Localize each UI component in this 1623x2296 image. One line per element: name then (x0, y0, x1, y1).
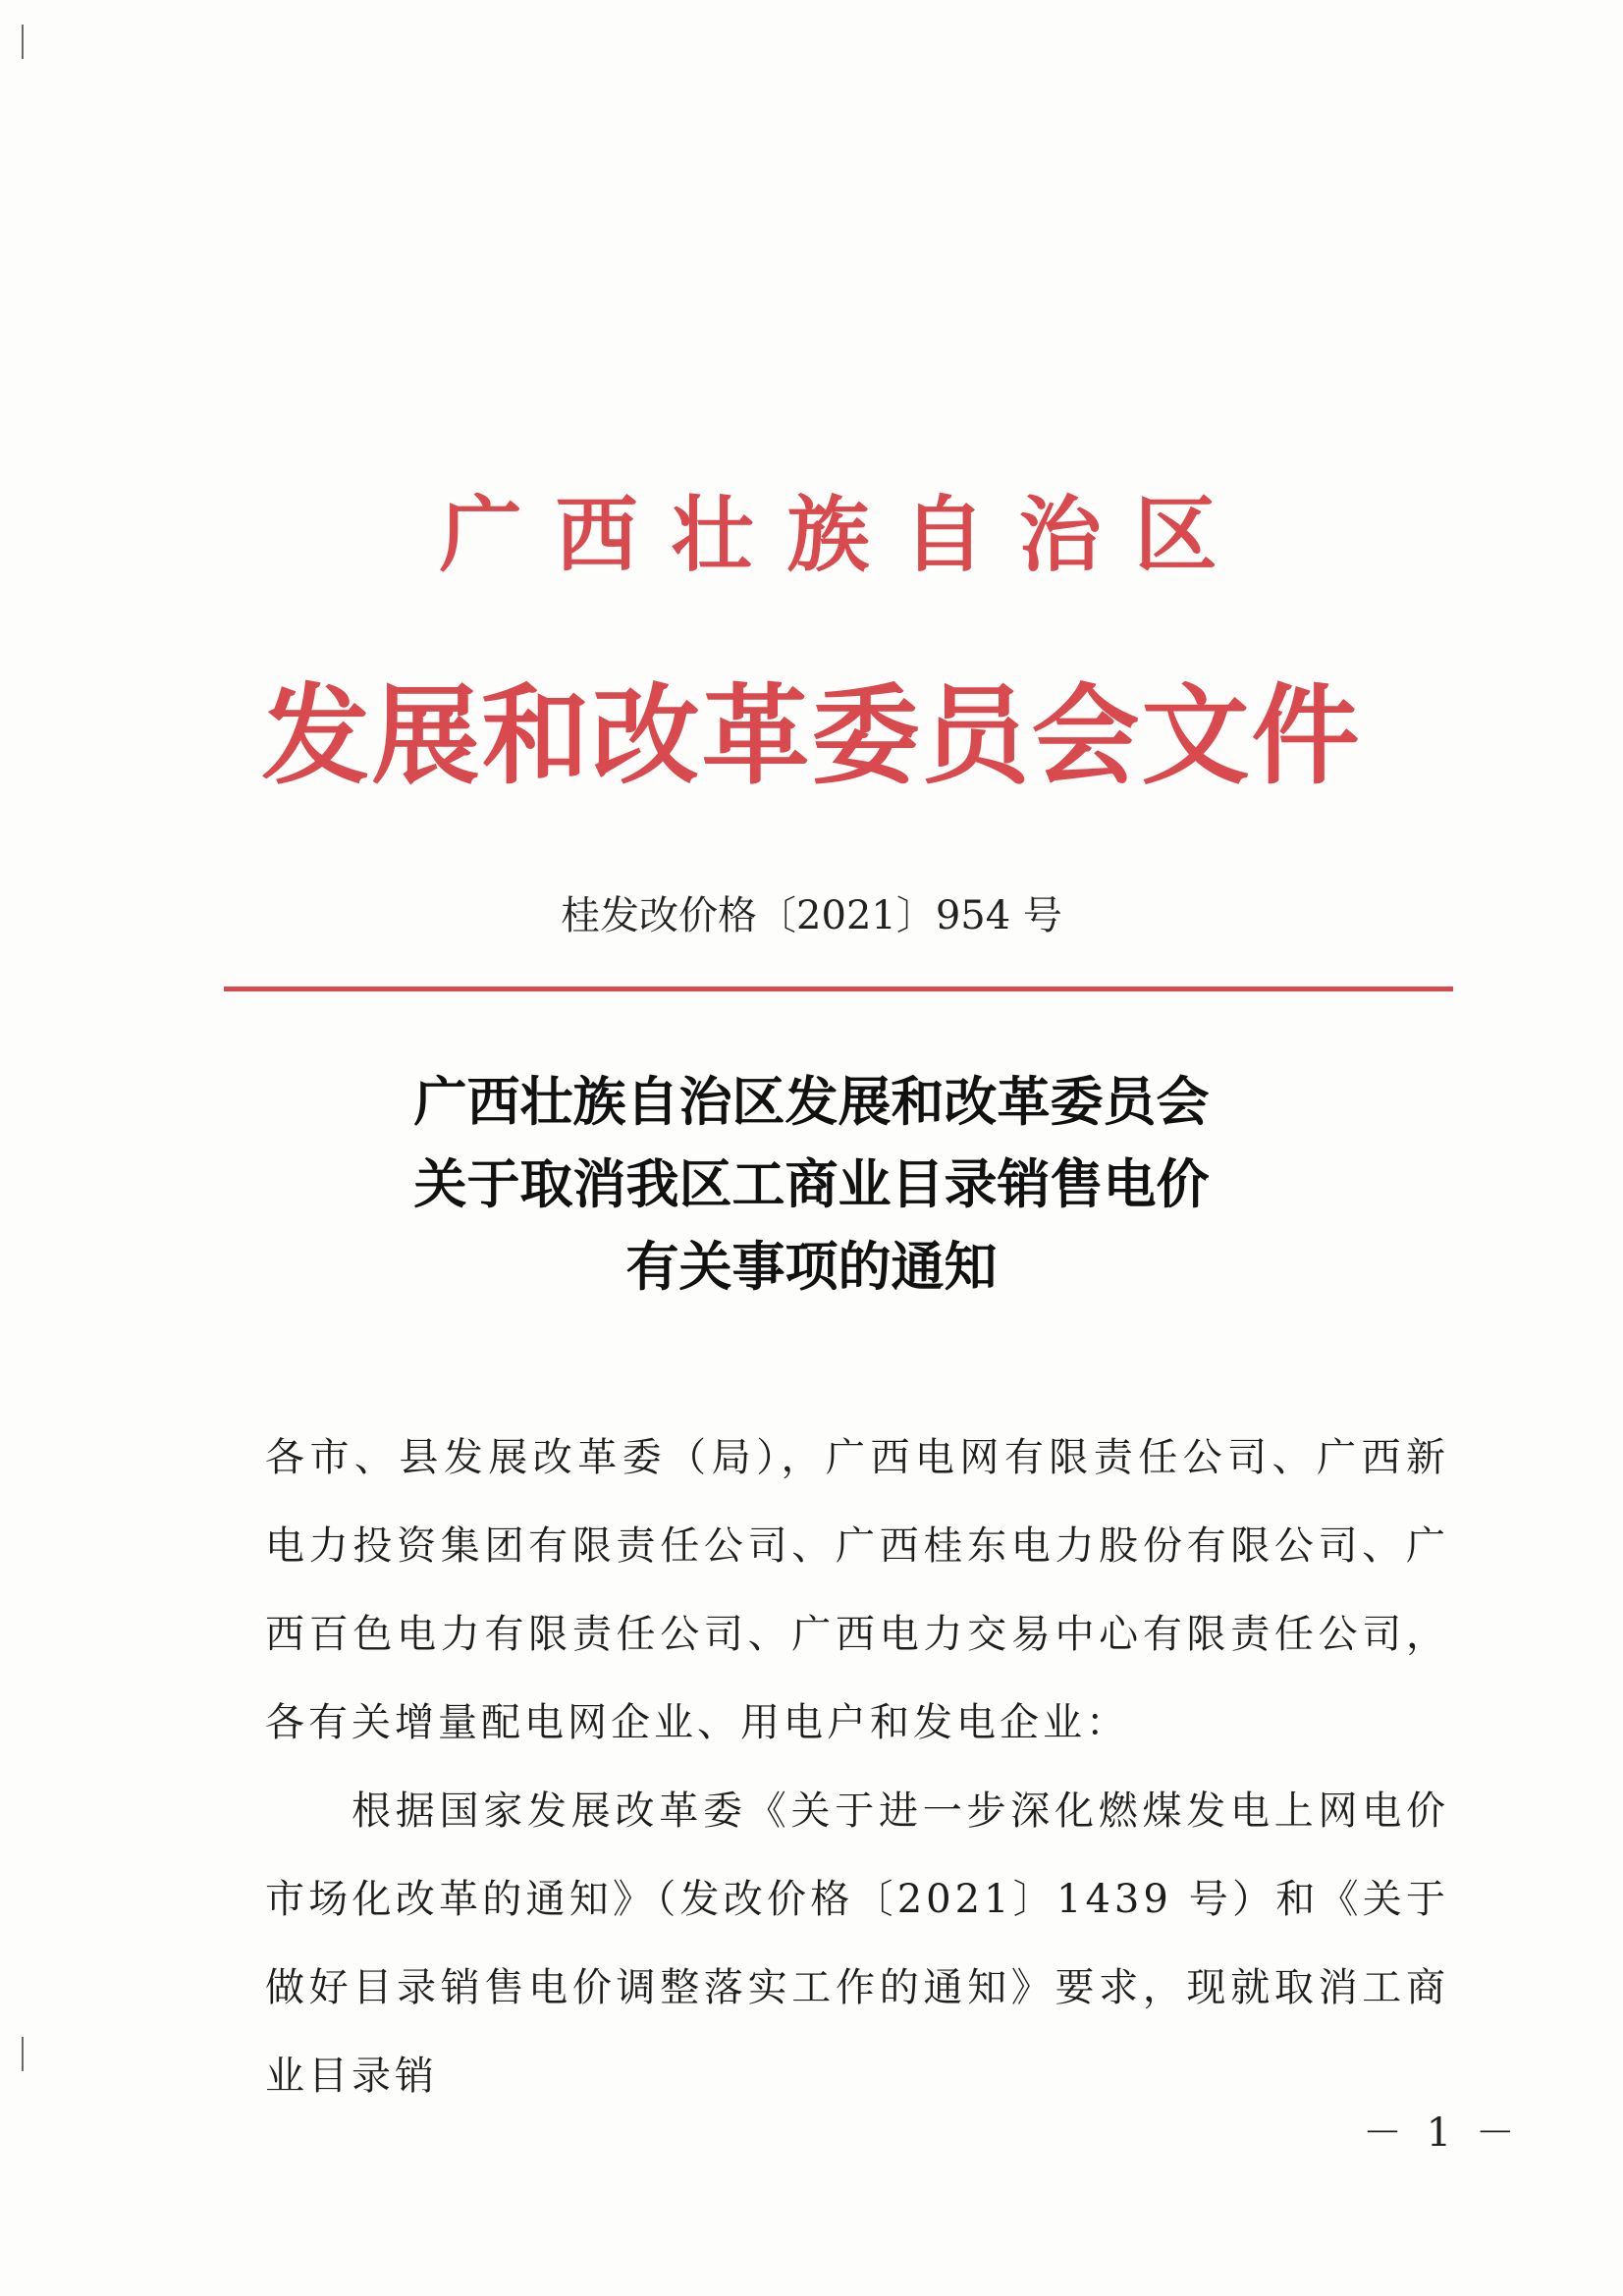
issuer-header-line2: 发展和改革委员会文件 (261, 672, 1362, 799)
title-line2: 关于取消我区工商业目录销售电价 (413, 1152, 1210, 1215)
page-number: － 1 － (1363, 2110, 1521, 2156)
issuer-header-line1: 广西壮族自治区 (439, 486, 1251, 583)
title-line3: 有关事项的通知 (625, 1235, 998, 1298)
body-paragraph: 根据国家发展改革委《关于进一步深化燃煤发电上网电价市场化改革的通知》（发改价格〔2021〕1439 号）和《关于做好目录销售电价调整落实工作的通知》要求，现就取消工商业目录销 (265, 1789, 1449, 2099)
scan-edge-mark (22, 2037, 24, 2071)
scan-edge-mark (22, 25, 24, 59)
title-line1: 广西壮族自治区发展和改革委员会 (413, 1070, 1210, 1133)
addressee-paragraph: 各市、县发展改革委（局），广西电网有限责任公司、广西新电力投资集团有限责任公司、广西桂东电力股份有限公司、广西百色电力有限责任公司、广西电力交易中心有限责任公司，各有关增量配电网企业、用电户和发电企业： (265, 1435, 1449, 1745)
document-number: 桂发改价格〔2021〕954 号 (561, 893, 1062, 938)
red-separator-rule (224, 987, 1453, 991)
document-title (0, 1060, 1623, 1308)
